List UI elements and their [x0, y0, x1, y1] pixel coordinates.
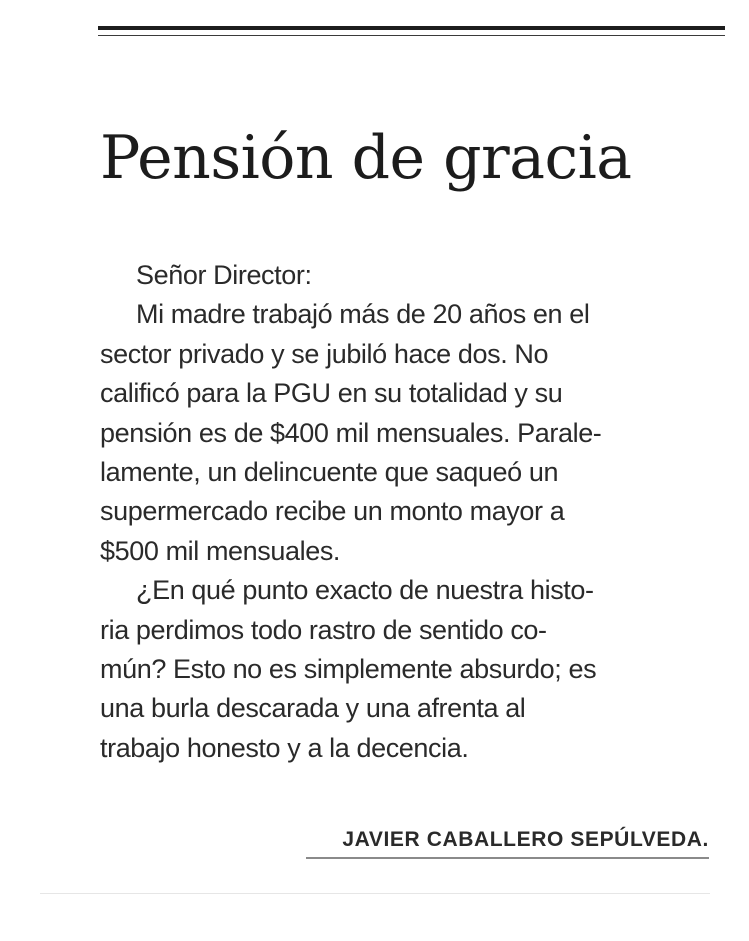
- body-line: lamente, un delincuente que saqueó un: [100, 457, 559, 488]
- letter-body: [100, 256, 700, 768]
- body-line: calificó para la PGU en su totalidad y su: [100, 378, 563, 409]
- bottom-rule: [40, 893, 710, 894]
- body-line: $500 mil mensuales.: [100, 535, 341, 566]
- author-signature: JAVIER CABALLERO SEPÚLVEDA.: [342, 828, 709, 851]
- body-line: Mi madre trabajó más de 20 años en el: [136, 299, 590, 330]
- top-rule-thick: [98, 26, 725, 30]
- body-line: pensión es de $400 mil mensuales. Parale-: [100, 417, 602, 448]
- salutation: Señor Director:: [136, 260, 312, 290]
- body-line: supermercado recibe un monto mayor a: [100, 496, 565, 527]
- signature-underline: [306, 857, 709, 859]
- body-line: trabajo honesto y a la decencia.: [100, 732, 469, 763]
- headline: Pensión de gracia: [100, 123, 632, 193]
- body-line: mún? Esto no es simplemente absurdo; es: [100, 654, 597, 685]
- body-line: ria perdimos todo rastro de sentido co-: [100, 614, 547, 645]
- body-line: sector privado y se jubiló hace dos. No: [100, 338, 549, 369]
- body-line: ¿En qué punto exacto de nuestra histo-: [136, 575, 594, 606]
- body-line: una burla descarada y una afrenta al: [100, 693, 526, 724]
- top-rule-thin: [98, 35, 725, 36]
